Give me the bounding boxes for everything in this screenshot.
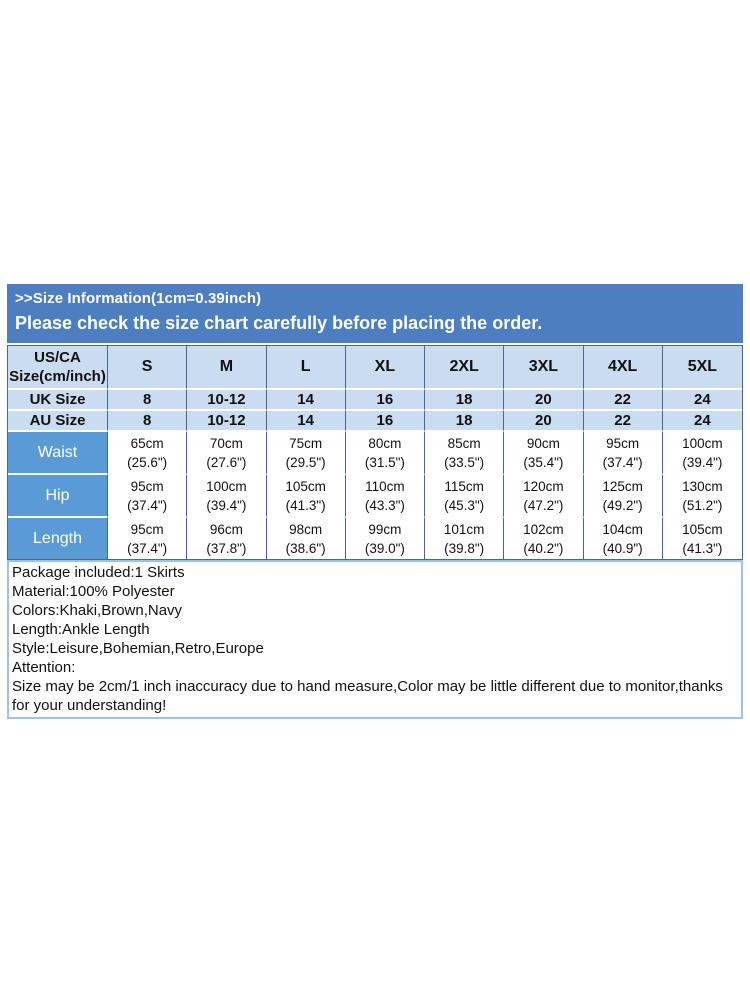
measure-inch: (37.4") xyxy=(127,540,168,556)
measure-cell xyxy=(346,475,425,518)
measure-cm: 105cm xyxy=(682,521,723,537)
row-header-uk-size: UK Size xyxy=(8,390,108,411)
size-cell: 10-12 xyxy=(187,390,266,411)
measure-cm: 80cm xyxy=(368,435,402,451)
measure-inch: (27.6") xyxy=(206,454,247,470)
size-info-banner xyxy=(7,284,743,343)
size-cell: 22 xyxy=(584,411,663,432)
measure-cm: 115cm xyxy=(444,478,484,494)
size-cell: 8 xyxy=(108,390,187,411)
size-cell: 14 xyxy=(267,390,346,411)
measure-cm: 70cm xyxy=(209,435,243,451)
measure-cell xyxy=(346,432,425,475)
measure-cell xyxy=(425,475,504,518)
measure-cell xyxy=(267,432,346,475)
measure-cell xyxy=(663,475,742,518)
measure-row-waist xyxy=(8,432,742,475)
column-header-2xl: 2XL xyxy=(425,346,504,390)
measure-cell xyxy=(267,475,346,518)
size-cell: 18 xyxy=(425,390,504,411)
measure-cm: 125cm xyxy=(602,478,643,494)
measure-cm: 104cm xyxy=(602,521,643,537)
row-header-hip: Hip xyxy=(8,475,108,518)
measure-inch: (51.2") xyxy=(682,497,723,513)
measure-cell xyxy=(187,475,266,518)
measure-cell xyxy=(663,518,742,559)
size-cell: 8 xyxy=(108,411,187,432)
measure-cell xyxy=(108,518,187,559)
size-chart-page xyxy=(7,284,743,719)
measure-inch: (41.3") xyxy=(285,497,326,513)
measure-cm: 96cm xyxy=(209,521,243,537)
size-cell: 24 xyxy=(663,411,742,432)
measure-inch: (25.6") xyxy=(127,454,168,470)
corner-line2: Size(cm/inch) xyxy=(9,368,106,385)
measure-inch: (37.4") xyxy=(127,497,168,513)
column-header-m: M xyxy=(187,346,266,390)
measure-cell xyxy=(584,475,663,518)
measure-cell xyxy=(584,518,663,559)
detail-line-2: Material:100% Polyester xyxy=(12,583,175,600)
measure-cm: 102cm xyxy=(523,521,564,537)
detail-line-4: Length:Ankle Length xyxy=(12,621,150,638)
size-cell: 22 xyxy=(584,390,663,411)
size-cell: 10-12 xyxy=(187,411,266,432)
size-cell: 20 xyxy=(504,390,583,411)
measure-inch: (37.4") xyxy=(602,454,643,470)
column-header-4xl: 4XL xyxy=(584,346,663,390)
measure-cm: 95cm xyxy=(130,478,164,494)
measure-inch: (38.6") xyxy=(285,540,326,556)
measure-cm: 101cm xyxy=(443,521,485,537)
measure-cm: 95cm xyxy=(130,521,164,537)
size-cell: 16 xyxy=(346,411,425,432)
detail-line-3: Colors:Khaki,Brown,Navy xyxy=(12,602,183,619)
size-row-au-size xyxy=(8,411,742,432)
measure-cell xyxy=(346,518,425,559)
measure-cm: 100cm xyxy=(206,478,247,494)
measure-inch: (35.4") xyxy=(523,454,564,470)
table-header-row xyxy=(8,346,742,390)
size-row-uk-size xyxy=(8,390,742,411)
column-header-l: L xyxy=(267,346,346,390)
row-header-au-size: AU Size xyxy=(8,411,108,432)
measure-cm: 100cm xyxy=(682,435,723,451)
column-header-xl: XL xyxy=(346,346,425,390)
measure-inch: (33.5") xyxy=(444,454,485,470)
measure-row-length xyxy=(8,518,742,559)
size-cell: 20 xyxy=(504,411,583,432)
measure-cm: 120cm xyxy=(523,478,564,494)
detail-line-1: Package included:1 Skirts xyxy=(12,564,185,581)
column-header-3xl: 3XL xyxy=(504,346,583,390)
measure-inch: (31.5") xyxy=(364,454,405,470)
product-details xyxy=(7,560,743,719)
measure-cm: 85cm xyxy=(447,435,481,451)
measure-row-hip xyxy=(8,475,742,518)
corner-line1: US/CA xyxy=(34,348,81,366)
measure-inch: (40.2") xyxy=(523,540,564,556)
measure-cell xyxy=(425,432,504,475)
size-cell: 18 xyxy=(425,411,504,432)
measure-cell xyxy=(504,518,583,559)
row-header-length: Length xyxy=(8,518,108,559)
measure-cell xyxy=(187,518,266,559)
detail-line-5: Style:Leisure,Bohemian,Retro,Europe xyxy=(12,640,264,657)
column-header-s: S xyxy=(108,346,187,390)
measure-cell xyxy=(663,432,742,475)
size-info-title: >>Size Information(1cm=0.39inch) xyxy=(15,290,262,307)
row-header-waist: Waist xyxy=(8,432,108,475)
size-cell: 24 xyxy=(663,390,742,411)
measure-cm: 75cm xyxy=(289,435,323,451)
measure-inch: (45.3") xyxy=(444,497,485,513)
size-cell: 16 xyxy=(346,390,425,411)
measure-cm: 130cm xyxy=(682,478,723,494)
measure-cm: 95cm xyxy=(606,435,640,451)
size-table xyxy=(7,345,743,560)
measure-inch: (47.2") xyxy=(523,497,564,513)
measure-cm: 110cm xyxy=(365,478,405,494)
measure-cm: 90cm xyxy=(526,435,560,451)
measure-cell xyxy=(267,518,346,559)
measure-inch: (49.2") xyxy=(602,497,643,513)
measure-cm: 65cm xyxy=(130,435,164,451)
corner-header-cell xyxy=(8,346,108,390)
measure-cell xyxy=(108,475,187,518)
measure-cm: 99cm xyxy=(368,521,402,537)
measure-cm: 105cm xyxy=(285,478,326,494)
measure-cell xyxy=(187,432,266,475)
detail-line-6: Attention: xyxy=(12,659,76,676)
size-cell: 14 xyxy=(267,411,346,432)
measure-inch: (39.0") xyxy=(364,540,405,556)
measure-inch: (39.4") xyxy=(682,454,723,470)
measure-inch: (41.3") xyxy=(682,540,723,556)
measure-inch: (39.4") xyxy=(206,497,247,513)
measure-cell xyxy=(504,432,583,475)
measure-inch: (29.5") xyxy=(285,454,326,470)
measure-cell xyxy=(108,432,187,475)
detail-line-7: Size may be 2cm/1 inch inaccuracy due to hand measure,Color may be little different due to monitor,thanks for your understanding! xyxy=(12,678,723,714)
measure-inch: (39.8") xyxy=(444,540,485,556)
measure-inch: (43.3") xyxy=(364,497,405,513)
size-info-subtitle: Please check the size chart carefully before placing the order. xyxy=(15,313,543,333)
column-header-5xl: 5XL xyxy=(663,346,742,390)
measure-cell xyxy=(425,518,504,559)
measure-cell xyxy=(584,432,663,475)
measure-inch: (40.9") xyxy=(602,540,643,556)
measure-cell xyxy=(504,475,583,518)
measure-inch: (37.8") xyxy=(206,540,247,556)
measure-cm: 98cm xyxy=(289,521,323,537)
